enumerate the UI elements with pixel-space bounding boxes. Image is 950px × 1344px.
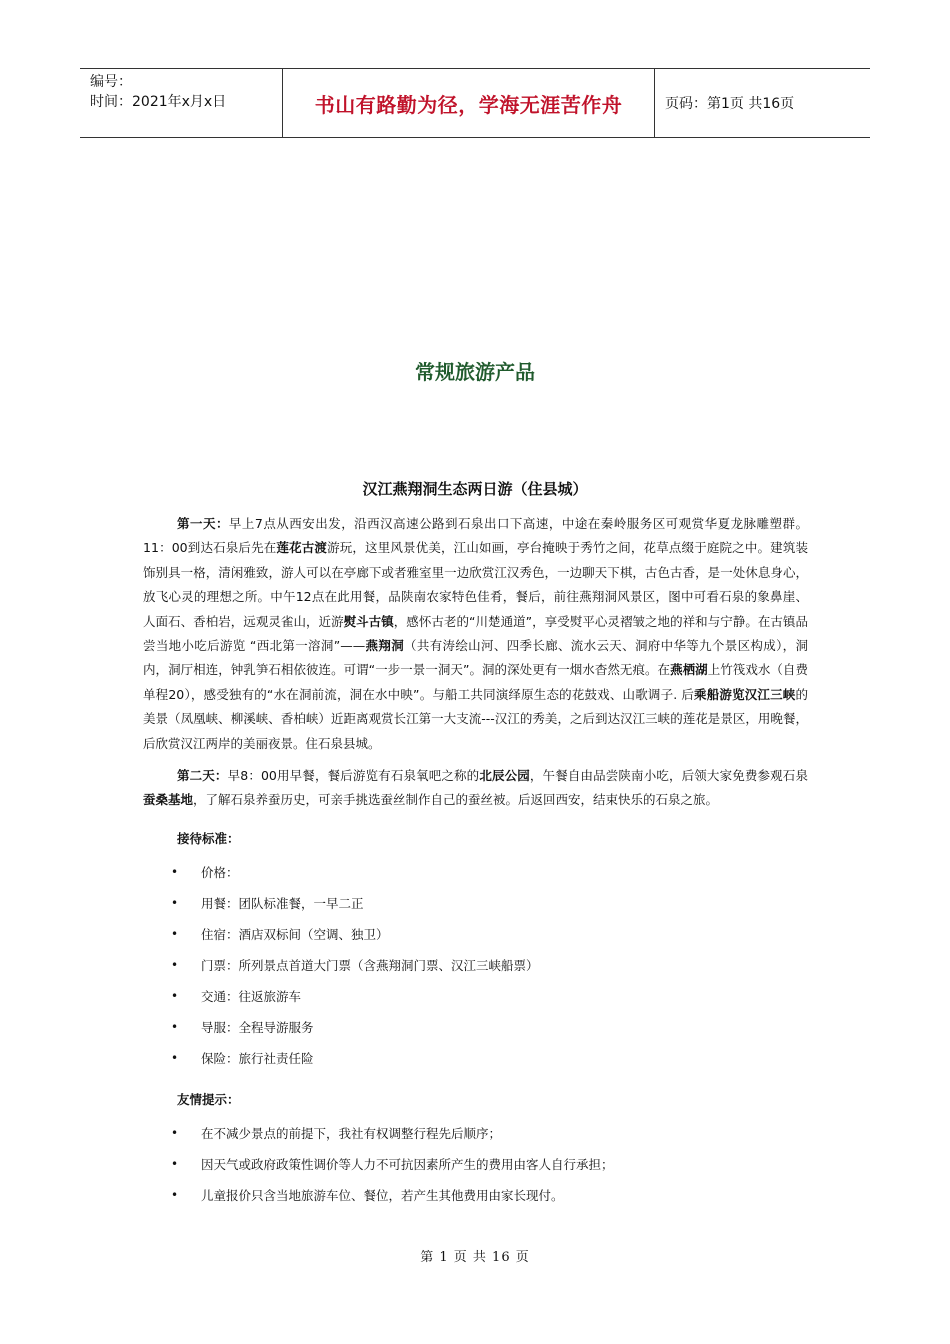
list-item <box>143 919 808 950</box>
day2-text: ，了解石泉养蚕历史，可亲手挑选蚕丝制作自己的蚕丝被。后返回西安，结束快乐的石泉之旅。 <box>193 792 719 808</box>
day1-keyword: 莲花古渡 <box>276 540 328 556</box>
tips-heading: 友情提示： <box>177 1091 240 1107</box>
list-item <box>143 888 808 919</box>
bullet-icon: • <box>171 957 179 972</box>
day2-text: 早8：00用早餐，餐后游览有石泉氧吧之称的 <box>227 768 480 784</box>
header-page-info: 页码：第1页 共16页 <box>665 96 795 112</box>
list-item-text: 门票：所列景点首道大门票（含燕翔洞门票、汉江三峡船票） <box>201 957 539 973</box>
tips-list <box>143 1118 808 1211</box>
day2-label: 第二天： <box>177 768 228 784</box>
list-item <box>143 1043 808 1074</box>
list-item-text: 儿童报价只含当地旅游车位、餐位，若产生其他费用由家长现付。 <box>201 1187 564 1203</box>
list-item-text: 交通：往返旅游车 <box>201 988 302 1004</box>
list-item <box>143 1180 808 1211</box>
document-body <box>143 512 808 1211</box>
list-item-text: 住宿：酒店双标间（空调、独卫） <box>201 926 389 942</box>
list-item <box>143 1118 808 1149</box>
bullet-icon: • <box>171 926 179 941</box>
bullet-icon: • <box>171 864 179 879</box>
day1-keyword: 燕栖湖 <box>670 662 708 678</box>
list-item <box>143 1012 808 1043</box>
document-title: 常规旅游产品 <box>415 360 535 384</box>
bullet-icon: • <box>171 1156 179 1171</box>
page-header <box>80 68 870 138</box>
day1-text: 游玩，这里风景优美，江山如画，亭台掩映于秀竹之间，花草点缀于庭院之中。建筑装饰别具一格，清闲雅致，游人可以在亭廊下或者雅室里一边欣赏江汉秀色，一边聊天下棋，古色古香，是一处休息身心，放飞心灵的理想之所。中午12点在此用餐，品陕南农家特色佳肴，餐后，前往燕翔洞风景区，图中可看石泉的象鼻崖、人面石、香柏岩，远观灵雀山，近游 <box>143 540 808 629</box>
list-item-text: 导服：全程导游服务 <box>201 1019 314 1035</box>
day1-keyword: 熨斗古镇 <box>343 613 394 629</box>
day2-paragraph <box>143 764 808 813</box>
header-time-label: 时间：2021年x月x日 <box>90 94 227 110</box>
bullet-icon: • <box>171 1125 179 1140</box>
page-footer: 第 1 页 共 16 页 <box>420 1250 530 1265</box>
header-meta <box>80 69 283 137</box>
list-item-text: 价格： <box>201 864 239 880</box>
day1-label: 第一天： <box>177 516 229 531</box>
day1-text: 早上7点从西安出发，沿西汉高速公路到石泉出口下高速，中途在秦岭服务区可观赏华夏龙脉雕塑群。11：00到达石泉后先在 <box>143 516 808 556</box>
list-item <box>143 1149 808 1180</box>
day1-keyword: 乘船游览汉江三峡 <box>694 686 796 702</box>
header-motto: 书山有路勤为径，学海无涯苦作舟 <box>283 69 655 137</box>
day2-text: ，午餐自由品尝陕南小吃，后领大家免费参观石泉 <box>529 768 808 784</box>
bullet-icon: • <box>171 1019 179 1034</box>
bullet-icon: • <box>171 895 179 910</box>
bullet-icon: • <box>171 988 179 1003</box>
standards-heading: 接待标准： <box>177 830 240 846</box>
list-item <box>143 950 808 981</box>
day1-text: ，感怀古老的“川楚通道”，享受熨平心灵褶皱之地的祥和与宁静。在古镇品尝当地小吃后游览 “西北第一溶洞”—— <box>143 613 808 654</box>
trip-title: 汉江燕翔洞生态两日游（住县城） <box>362 480 588 498</box>
list-item <box>143 857 808 888</box>
list-item-text: 因天气或政府政策性调价等人力不可抗因素所产生的费用由客人自行承担； <box>201 1156 614 1172</box>
day1-text: 上竹筏戏水（自费单程20），感受独有的“水在洞前流，洞在水中映”。与船工共同演绎原生态的花鼓戏、山歌调子. 后 <box>143 662 808 702</box>
standards-list <box>143 857 808 1074</box>
day1-paragraph <box>143 512 808 756</box>
day1-text: 的美景（凤凰峡、柳溪峡、香柏峡）近距离观赏长江第一大支流---汉江的秀美，之后到达汉江三峡的莲花是景区，用晚餐，后欣赏汉江两岸的美丽夜景。住石泉县城。 <box>143 686 808 751</box>
day2-keyword: 蚕桑基地 <box>143 792 194 808</box>
list-item-text: 在不减少景点的前提下，我社有权调整行程先后顺序； <box>201 1125 502 1141</box>
day2-keyword: 北辰公园 <box>479 768 530 784</box>
bullet-icon: • <box>171 1050 179 1065</box>
day1-text: （共有涛绘山河、四季长廊、流水云天、洞府中华等九个景区构成），洞内，洞厅相连，钟乳笋石相依彼连。可谓“一步一景一洞天”。洞的深处更有一烟水杳然无痕。在 <box>143 638 808 678</box>
header-number-label: 编号： <box>90 74 132 90</box>
list-item <box>143 981 808 1012</box>
list-item-text: 保险：旅行社责任险 <box>201 1050 314 1066</box>
list-item-text: 用餐：团队标准餐，一早二正 <box>201 895 364 911</box>
day1-keyword: 燕翔洞 <box>365 638 405 654</box>
bullet-icon: • <box>171 1187 179 1202</box>
